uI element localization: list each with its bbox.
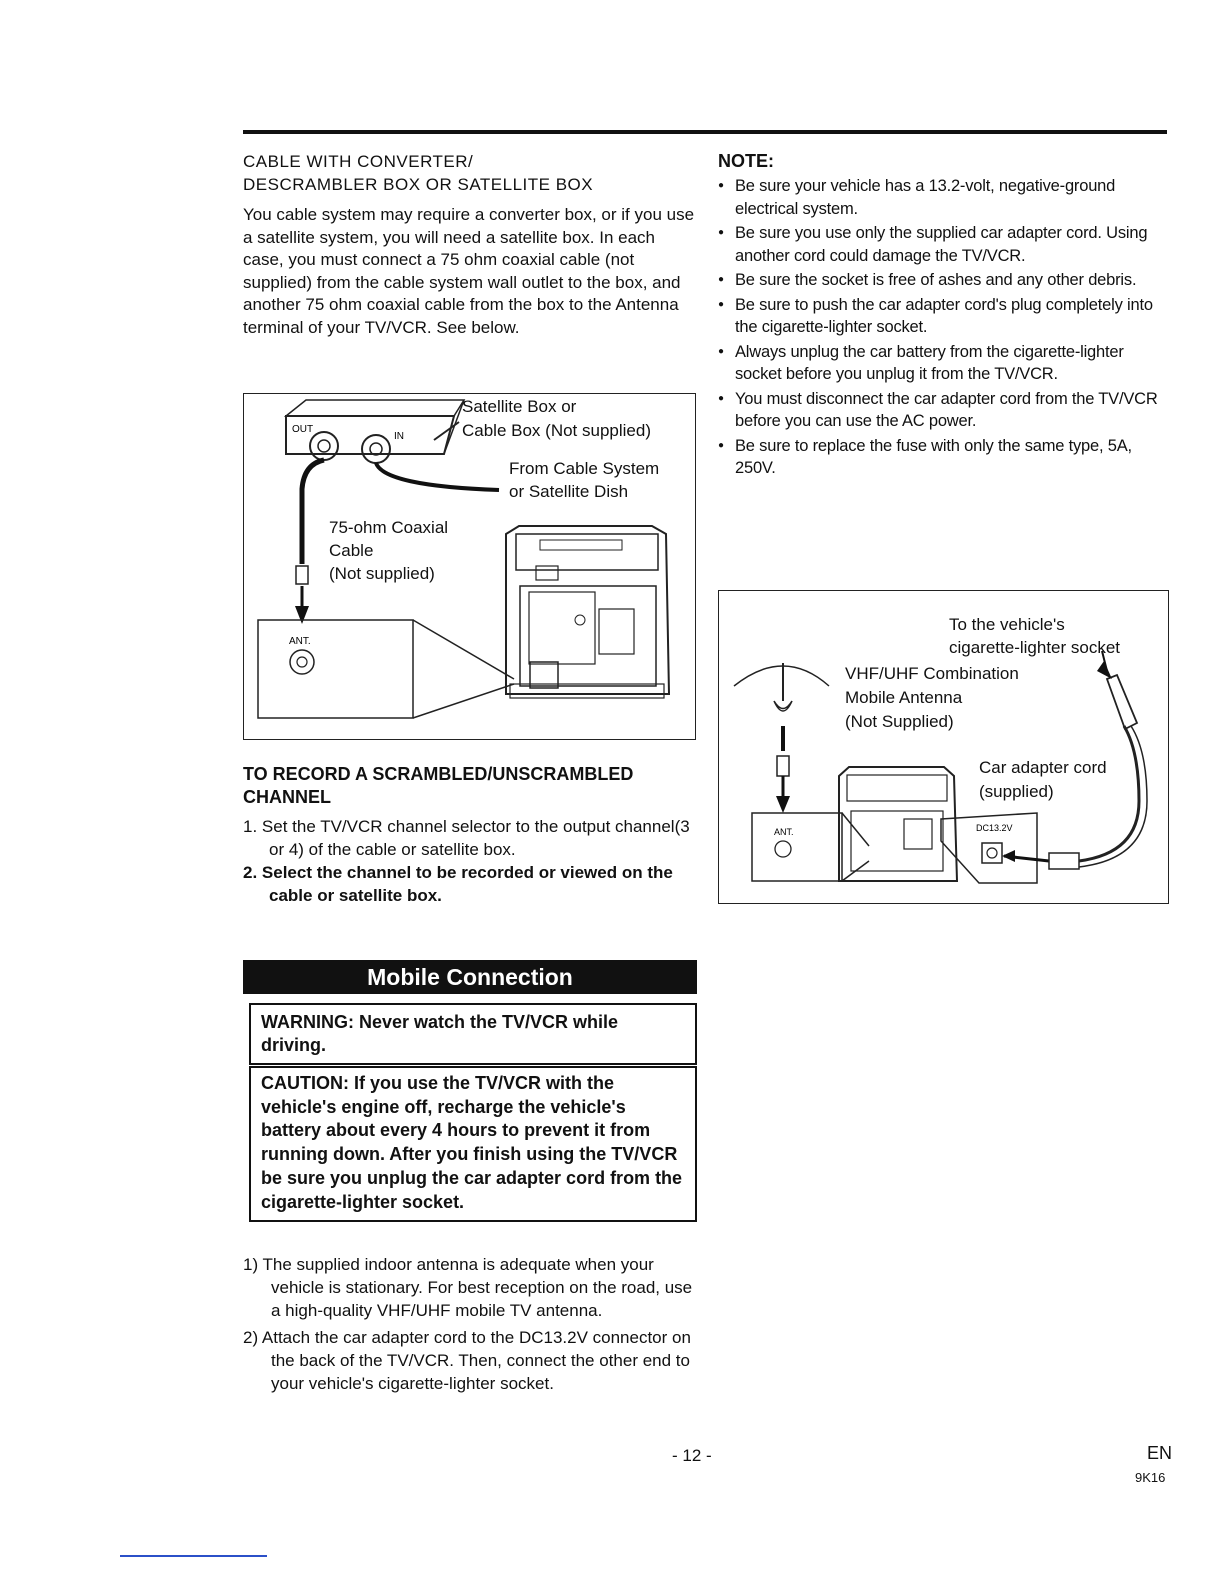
cable-heading [243, 150, 698, 196]
page-number: - 12 - [672, 1446, 712, 1465]
record-step: 1. Set the TV/VCR channel selector to the output channel(3 or 4) of the cable or satellite box. [243, 817, 690, 859]
caution-box: CAUTION: If you use the TV/VCR with the vehicle's engine off, recharge the vehicle's battery about every 4 hours to prevent it from running down. After you finish using the TV/VCR be sure you unplug the car adapter cord from the cigarette-lighter socket. [249, 1066, 697, 1222]
warning-box: WARNING: Never watch the TV/VCR while driving. [249, 1003, 697, 1065]
note-list [718, 175, 1168, 480]
record-heading-line2: CHANNEL [243, 787, 331, 807]
mobile-connection-banner: Mobile Connection [243, 960, 697, 994]
document-code: 9K16 [1135, 1470, 1166, 1485]
right-column [718, 150, 1168, 482]
mobile-step: 2) Attach the car adapter cord to the DC13.2V connector on the back of the TV/VCR. Then, connect the other end to your vehicle's cigarette-lighter socket. [243, 1328, 691, 1393]
in-label: IN [394, 431, 404, 442]
record-step: 2. Select the channel to be recorded or viewed on the cable or satellite box. [243, 863, 673, 905]
record-steps [243, 815, 703, 907]
note-item: ● Be sure the socket is free of ashes and any other debris. [718, 269, 1168, 292]
out-label: OUT [292, 424, 314, 435]
mobile-step: 1) The supplied indoor antenna is adequate when your vehicle is stationary. For best reception on the road, use a high-quality VHF/UHF mobile TV antenna. [243, 1255, 693, 1320]
record-section [243, 763, 703, 907]
mobile-antenna-diagram [718, 590, 1169, 904]
cable-body: You cable system may require a converter box, or if you use a satellite system, you will need a satellite box. In each case, you must connect a 75 ohm coaxial cable (not supplied) from the cable system wall outlet to the box, and another 75 ohm coaxial cable from the box to the Antenna terminal of your TV/VCR. See below. [243, 205, 695, 337]
note-item: ● Be sure your vehicle has a 13.2-volt, negative-ground electrical system. [718, 175, 1168, 220]
mobile-steps [243, 1253, 703, 1399]
cord-label-2: (supplied) [979, 782, 1054, 801]
note-heading: NOTE: [718, 151, 774, 171]
dc-label: DC13.2V [976, 823, 1013, 833]
note-item: ● Be sure to push the car adapter cord's plug completely into the cigarette-lighter socket. [718, 294, 1168, 339]
language-code: EN [1147, 1443, 1173, 1463]
note-item: ● You must disconnect the car adapter cord from the TV/VCR before you can use the AC power. [718, 388, 1168, 433]
cable-heading-line2: DESCRAMBLER BOX OR SATELLITE BOX [243, 175, 594, 194]
antenna-label-2: Mobile Antenna [845, 688, 963, 707]
note-item: ● Be sure to replace the fuse with only the same type, 5A, 250V. [718, 435, 1168, 480]
cable-heading-line1: CABLE WITH CONVERTER/ [243, 152, 474, 171]
socket-label-2: cigarette-lighter socket [949, 638, 1121, 657]
note-item: ● Be sure you use only the supplied car adapter cord. Using another cord could damage the TV/VCR. [718, 222, 1168, 267]
ant-label: ANT. [289, 636, 311, 647]
record-heading [243, 763, 703, 809]
source-label-1: From Cable System [509, 459, 660, 478]
top-rule [243, 130, 1167, 134]
left-column [243, 150, 698, 339]
cable-box-illustration [244, 394, 695, 739]
coax-label-2: Cable [329, 541, 374, 560]
box-label-1: Satellite Box or [462, 397, 577, 416]
cord-label-1: Car adapter cord [979, 758, 1107, 777]
antenna-label-3: (Not Supplied) [845, 712, 954, 731]
box-label-2: Cable Box (Not supplied) [462, 421, 651, 440]
coax-label-3: (Not supplied) [329, 564, 435, 583]
source-label-2: or Satellite Dish [509, 482, 629, 501]
antenna-label-1: VHF/UHF Combination [845, 664, 1019, 683]
socket-label-1: To the vehicle's [949, 615, 1065, 634]
note-item: ● Always unplug the car battery from the cigarette-lighter socket before you unplug it from the TV/VCR. [718, 341, 1168, 386]
cable-box-diagram [243, 393, 696, 740]
footer-link-line [120, 1555, 267, 1557]
coax-label-1: 75-ohm Coaxial [329, 518, 449, 537]
ant-label-2: ANT. [774, 827, 794, 837]
record-heading-line1: TO RECORD A SCRAMBLED/UNSCRAMBLED [243, 764, 634, 784]
